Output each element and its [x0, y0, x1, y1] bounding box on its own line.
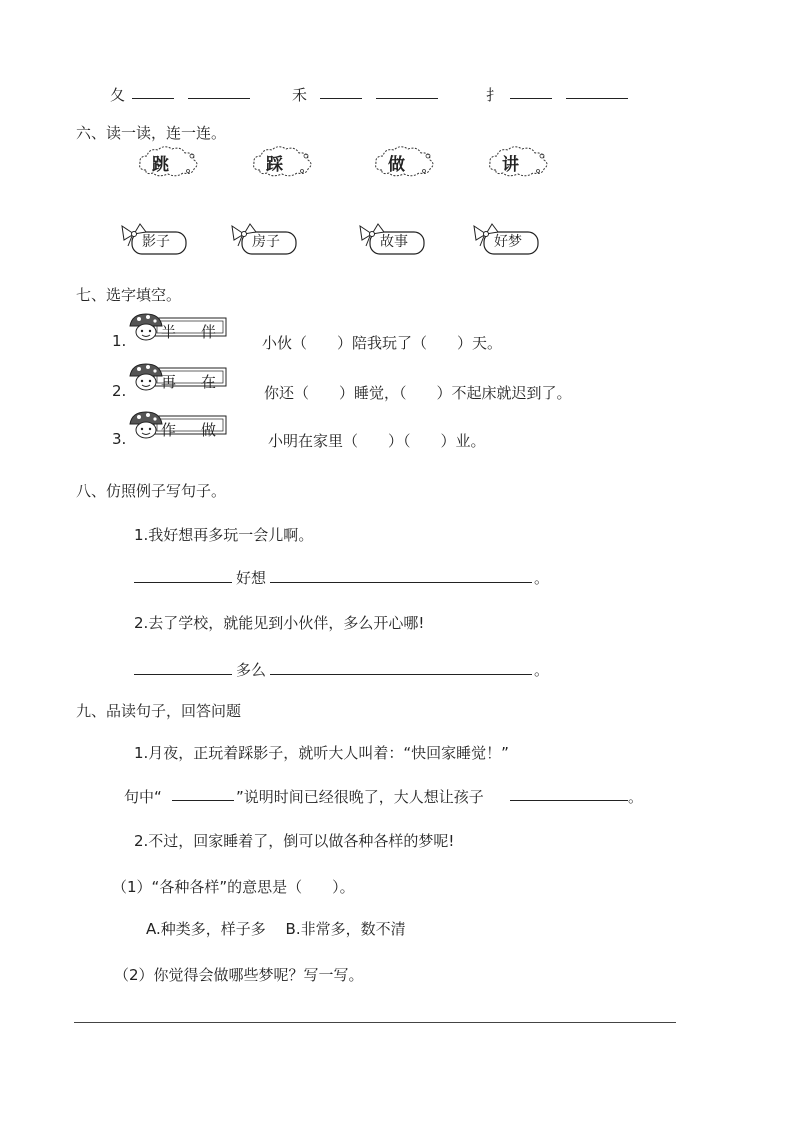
- answer-blank[interactable]: [132, 98, 174, 99]
- question-2-1-options: A.种类多，样子多 B.非常多，数不清: [146, 920, 406, 938]
- option-char-a[interactable]: 半: [161, 323, 177, 341]
- char-options-box: [128, 312, 230, 342]
- period: 。: [534, 661, 550, 679]
- cloud-char[interactable]: [372, 144, 438, 180]
- fill-sentence: 小伙（ ）陪我玩了（ ）天。: [262, 334, 503, 352]
- section-title-9: 九、品读句子，回答问题: [76, 702, 242, 720]
- cloud-char-label: 踩: [266, 155, 283, 175]
- word-tag[interactable]: [118, 222, 196, 256]
- cloud-char[interactable]: [250, 144, 316, 180]
- answer-blank[interactable]: [320, 98, 362, 99]
- cloud-icon: [486, 144, 552, 180]
- answer-blank[interactable]: [270, 582, 532, 583]
- option-char-a[interactable]: 再: [161, 373, 177, 391]
- word-tag[interactable]: [356, 222, 434, 256]
- cloud-icon: [372, 144, 438, 180]
- section-title-6: 六、读一读，连一连。: [76, 124, 227, 142]
- q1-prefix: 句中“: [124, 788, 162, 806]
- word-tag-label: 故事: [380, 234, 408, 250]
- answer-blank[interactable]: [270, 674, 532, 675]
- answer-blank[interactable]: [510, 98, 552, 99]
- question-1: 1.月夜，正玩着踩影子，就听大人叫着：“快回家睡觉！”: [134, 744, 509, 762]
- radical-char: 扌: [486, 86, 502, 104]
- example-sentence-1: 1.我好想再多玩一会儿啊。: [134, 526, 314, 544]
- cloud-char[interactable]: [136, 144, 202, 180]
- fill-sentence: 你还（ ）睡觉，（ ）不起床就迟到了。: [264, 384, 572, 402]
- word-tag[interactable]: [470, 222, 548, 256]
- answer-blank[interactable]: [172, 800, 234, 801]
- option-char-b[interactable]: 伴: [201, 323, 217, 341]
- section-title-7: 七、选字填空。: [76, 286, 182, 304]
- answer-line[interactable]: [74, 1022, 676, 1023]
- question-2-2: （2）你觉得会做哪些梦呢？写一写。: [114, 966, 364, 984]
- question-2: 2.不过，回家睡着了，倒可以做各种各样的梦呢!: [134, 832, 455, 850]
- keyword-duome: 多么: [236, 661, 267, 679]
- radical-char: 禾: [292, 86, 308, 104]
- answer-blank[interactable]: [134, 674, 232, 675]
- cloud-char[interactable]: [486, 144, 552, 180]
- period: 。: [534, 569, 550, 587]
- cloud-icon: [250, 144, 316, 180]
- q1-middle: ”说明时间已经很晚了，大人想让孩子: [236, 788, 484, 806]
- cloud-char-label: 跳: [152, 155, 169, 175]
- word-tag-label: 房子: [252, 234, 280, 250]
- cloud-char-label: 讲: [502, 155, 519, 175]
- example-sentence-2: 2.去了学校，就能见到小伙伴，多么开心哪!: [134, 614, 425, 632]
- option-char-a[interactable]: 作: [161, 421, 177, 439]
- answer-blank[interactable]: [566, 98, 628, 99]
- section-title-8: 八、仿照例子写句子。: [76, 482, 227, 500]
- item-number: 2.: [112, 382, 127, 400]
- answer-blank[interactable]: [134, 582, 232, 583]
- word-tag[interactable]: [228, 222, 306, 256]
- char-options-box: [128, 410, 230, 440]
- word-tag-label: 影子: [142, 234, 170, 250]
- item-number: 3.: [112, 430, 127, 448]
- option-char-b[interactable]: 做: [201, 421, 217, 439]
- cloud-char-label: 做: [388, 155, 405, 175]
- radical-char: 夂: [110, 86, 126, 104]
- item-number: 1.: [112, 332, 127, 350]
- answer-blank[interactable]: [376, 98, 438, 99]
- answer-blank[interactable]: [188, 98, 250, 99]
- fill-sentence: 小明在家里（ ）（ ）业。: [268, 432, 486, 450]
- answer-blank[interactable]: [510, 800, 628, 801]
- question-2-1: （1）“各种各样”的意思是（ ）。: [112, 878, 355, 896]
- option-char-b[interactable]: 在: [201, 373, 217, 391]
- cloud-icon: [136, 144, 202, 180]
- period: 。: [628, 788, 644, 806]
- word-tag-label: 好梦: [494, 234, 522, 250]
- keyword-haoxiang: 好想: [236, 569, 267, 587]
- char-options-box: [128, 362, 230, 392]
